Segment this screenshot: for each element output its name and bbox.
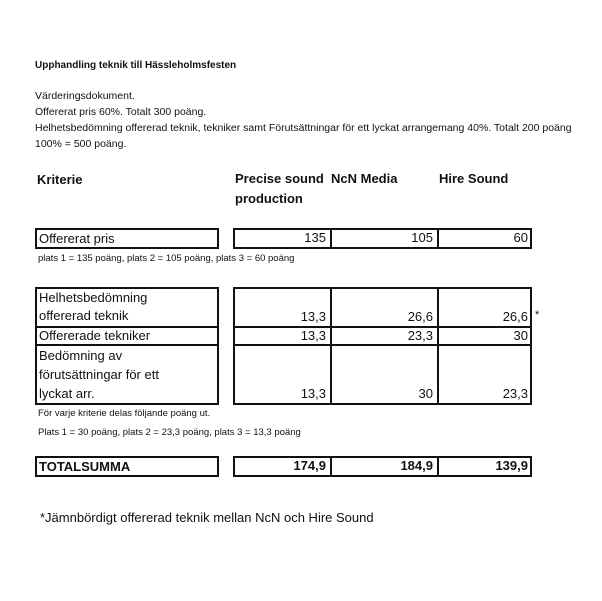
price-divider-2	[437, 229, 439, 248]
criteria-row-3-label-line-2: förutsättningar för ett	[39, 367, 159, 382]
criteria-row-3-precise-sound: 13,3	[300, 386, 326, 401]
footnote: *Jämnbördigt offererad teknik mellan NcN och Hire Sound	[40, 510, 374, 525]
header-precise-sound-2: production	[235, 191, 303, 206]
price-note: plats 1 = 135 poäng, plats 2 = 105 poäng, plats 3 = 60 poäng	[38, 253, 295, 264]
criteria-row-1-label-line-2: offererad teknik	[39, 308, 129, 323]
criteria-row-2-ncn-media: 23,3	[407, 328, 433, 343]
price-label: Offererat pris	[39, 231, 115, 246]
header-hire-sound: Hire Sound	[439, 171, 509, 186]
criteria-row-2-label: Offererade tekniker	[39, 328, 151, 343]
document-title: Upphandling teknik till Hässleholmsfesten	[35, 60, 237, 71]
criteria-col-divider-2	[437, 288, 439, 404]
intro-line-1: Värderingsdokument.	[35, 90, 135, 102]
header-ncn-media: NcN Media	[331, 171, 398, 186]
price-divider-1	[330, 229, 332, 248]
price-precise-sound: 135	[304, 230, 326, 245]
header-precise-sound-1: Precise sound	[235, 171, 324, 186]
criteria-note-1: För varje kriterie delas följande poäng ut.	[38, 408, 211, 419]
header-criteria: Kriterie	[37, 172, 83, 187]
criteria-row-3-hire-sound: 23,3	[502, 386, 528, 401]
criteria-row-1-precise-sound: 13,3	[300, 309, 326, 324]
criteria-row-1-hire-sound: 26,6	[502, 309, 528, 324]
total-precise-sound: 174,9	[293, 458, 326, 473]
price-hire-sound: 60	[513, 230, 528, 245]
total-divider-2	[437, 457, 439, 476]
intro-line-2: Offererat pris 60%. Totalt 300 poäng.	[35, 106, 207, 118]
criteria-row-1-asterisk: *	[535, 309, 540, 321]
criteria-values-divider-2	[234, 344, 531, 346]
criteria-label-divider-2	[36, 344, 218, 346]
total-hire-sound: 139,9	[495, 458, 528, 473]
criteria-row-2-hire-sound: 30	[513, 328, 528, 343]
price-ncn-media: 105	[411, 230, 433, 245]
criteria-note-2: Plats 1 = 30 poäng, plats 2 = 23,3 poäng, plats 3 = 13,3 poäng	[38, 427, 301, 438]
total-divider-1	[330, 457, 332, 476]
criteria-row-3-label-line-1: Bedömning av	[39, 348, 123, 363]
intro-line-4: 100% = 500 poäng.	[35, 138, 127, 150]
criteria-col-divider-1	[330, 288, 332, 404]
criteria-row-2-precise-sound: 13,3	[300, 328, 326, 343]
criteria-row-1-ncn-media: 26,6	[407, 309, 433, 324]
total-label: TOTALSUMMA	[39, 459, 131, 474]
criteria-row-3-label-line-3: lyckat arr.	[39, 386, 95, 401]
intro-line-3: Helhetsbedömning offererad teknik, tekniker samt Förutsättningar för ett lyckat arrangemang 40%. Totalt 200 poäng	[35, 122, 572, 134]
criteria-row-3-ncn-media: 30	[418, 386, 433, 401]
total-ncn-media: 184,9	[400, 458, 433, 473]
criteria-row-1-label-line-1: Helhetsbedömning	[39, 290, 148, 305]
